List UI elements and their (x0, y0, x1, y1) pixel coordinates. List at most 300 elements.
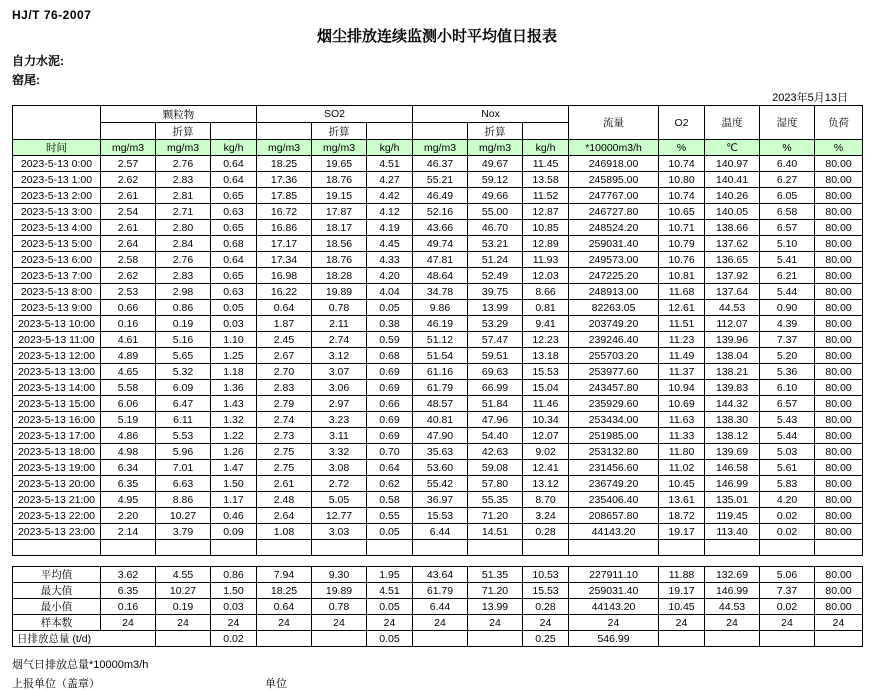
cell: 1.50 (211, 476, 257, 492)
cell: 0.19 (156, 599, 211, 615)
cell: 2.80 (156, 220, 211, 236)
daily-total-row (13, 631, 863, 647)
group-pm: 颗粒物 (101, 106, 257, 123)
cell: 54.40 (468, 428, 523, 444)
cell: 3.11 (312, 428, 367, 444)
empty-cell (367, 540, 413, 556)
cell (815, 631, 863, 647)
cell: 61.79 (413, 583, 468, 599)
cell: 13.12 (523, 476, 569, 492)
cell: 138.66 (705, 220, 760, 236)
cell: 11.02 (659, 460, 705, 476)
cell: 2.62 (101, 268, 156, 284)
cell: 4.27 (367, 172, 413, 188)
cell: 0.58 (367, 492, 413, 508)
cell: 17.34 (257, 252, 312, 268)
cell: 4.51 (367, 156, 413, 172)
cell: 0.64 (257, 300, 312, 316)
cell: 17.17 (257, 236, 312, 252)
cell: 16.86 (257, 220, 312, 236)
cell: 2.81 (156, 188, 211, 204)
cell: 6.58 (760, 204, 815, 220)
cell: 208657.80 (569, 508, 659, 524)
cell: 0.63 (211, 284, 257, 300)
cell: 2023-5-13 22:00 (13, 508, 101, 524)
cell: 0.02 (760, 508, 815, 524)
cell (257, 631, 312, 647)
empty-cell (211, 540, 257, 556)
cell: 10.71 (659, 220, 705, 236)
cell: 3.06 (312, 380, 367, 396)
table-row (13, 599, 863, 615)
cell: 0.03 (211, 599, 257, 615)
cell: 47.90 (413, 428, 468, 444)
cell: 13.99 (468, 300, 523, 316)
cell: 5.03 (760, 444, 815, 460)
cell: 样本数 (13, 615, 101, 631)
table-row (13, 252, 863, 268)
cell: 时间 (13, 140, 101, 156)
cell: 80.00 (815, 156, 863, 172)
cell: 2023-5-13 10:00 (13, 316, 101, 332)
cell: 2.98 (156, 284, 211, 300)
cell: 2023-5-13 7:00 (13, 268, 101, 284)
cell: 248913.00 (569, 284, 659, 300)
cell: 24 (569, 615, 659, 631)
cell: 137.92 (705, 268, 760, 284)
cell: 137.62 (705, 236, 760, 252)
cell: 35.63 (413, 444, 468, 460)
cell: 5.96 (156, 444, 211, 460)
cell: 11.88 (659, 567, 705, 583)
cell: 24 (367, 615, 413, 631)
cell: 253434.00 (569, 412, 659, 428)
cell: 2023-5-13 21:00 (13, 492, 101, 508)
cell: 3.07 (312, 364, 367, 380)
cell: 24 (815, 615, 863, 631)
cell: 2.61 (101, 220, 156, 236)
cell: 2.70 (257, 364, 312, 380)
cell: 138.21 (705, 364, 760, 380)
table-row (13, 583, 863, 599)
cell: 2.54 (101, 204, 156, 220)
cell: 2023-5-13 19:00 (13, 460, 101, 476)
cell: 3.23 (312, 412, 367, 428)
cell: 253132.80 (569, 444, 659, 460)
table-row (13, 300, 863, 316)
cell: 5.05 (312, 492, 367, 508)
cell: 2023-5-13 12:00 (13, 348, 101, 364)
cell: 80.00 (815, 524, 863, 540)
cell: 44.53 (705, 599, 760, 615)
cell: 24 (659, 615, 705, 631)
cell: 7.94 (257, 567, 312, 583)
cell (760, 631, 815, 647)
cell: 13.58 (523, 172, 569, 188)
cell: 80.00 (815, 492, 863, 508)
cell: 2.97 (312, 396, 367, 412)
cell: 80.00 (815, 508, 863, 524)
table-row (13, 615, 863, 631)
cell: 5.19 (101, 412, 156, 428)
hourly-report-table (12, 105, 863, 556)
cell: 5.06 (760, 567, 815, 583)
cell: 19.17 (659, 524, 705, 540)
cell: 0.65 (211, 188, 257, 204)
cell: 0.65 (211, 268, 257, 284)
cell: 2.61 (257, 476, 312, 492)
cell: 69.63 (468, 364, 523, 380)
table-row (13, 508, 863, 524)
cell: 6.44 (413, 524, 468, 540)
cell: 5.43 (760, 412, 815, 428)
cell: 80.00 (815, 364, 863, 380)
cell: 49.67 (468, 156, 523, 172)
cell: 2023-5-13 8:00 (13, 284, 101, 300)
cell: 9.41 (523, 316, 569, 332)
cell: 0.63 (211, 204, 257, 220)
table-row (13, 364, 863, 380)
cell: 5.10 (760, 236, 815, 252)
cell: 24 (101, 615, 156, 631)
cell: 80.00 (815, 268, 863, 284)
table-row (13, 412, 863, 428)
cell: 8.66 (523, 284, 569, 300)
cell: 10.76 (659, 252, 705, 268)
cell: 10.80 (659, 172, 705, 188)
cell: 0.05 (367, 300, 413, 316)
cell: 4.45 (367, 236, 413, 252)
cell: 80.00 (815, 412, 863, 428)
cell: 6.11 (156, 412, 211, 428)
cell: 2.53 (101, 284, 156, 300)
cell: 80.00 (815, 348, 863, 364)
cell: 46.37 (413, 156, 468, 172)
cell: 12.41 (523, 460, 569, 476)
cell: 0.25 (523, 631, 569, 647)
cell: mg/m3 (312, 140, 367, 156)
cell: 80.00 (815, 583, 863, 599)
cell: 24 (257, 615, 312, 631)
summary-rows (13, 567, 863, 631)
cell: 2.48 (257, 492, 312, 508)
cell: 0.28 (523, 524, 569, 540)
cell: 0.65 (211, 220, 257, 236)
cell: 12.07 (523, 428, 569, 444)
subheader-blank (367, 123, 413, 140)
group-nox: Nox (413, 106, 569, 123)
table-row (13, 492, 863, 508)
cell: 138.30 (705, 412, 760, 428)
cell: 2.83 (156, 172, 211, 188)
report-unit-label: 上报单位（盖章） (12, 678, 100, 690)
table-row (13, 284, 863, 300)
cell: 2.76 (156, 156, 211, 172)
cell: 546.99 (569, 631, 659, 647)
cell: 112.07 (705, 316, 760, 332)
cell: 1.22 (211, 428, 257, 444)
cell: 5.61 (760, 460, 815, 476)
cell: 18.28 (312, 268, 367, 284)
cell: 17.87 (312, 204, 367, 220)
table-row (13, 188, 863, 204)
cell: 18.17 (312, 220, 367, 236)
cell: 39.75 (468, 284, 523, 300)
cell: kg/h (523, 140, 569, 156)
cell: 6.57 (760, 396, 815, 412)
cell: 243457.80 (569, 380, 659, 396)
cell: 0.78 (312, 599, 367, 615)
cell: 2023-5-13 20:00 (13, 476, 101, 492)
cell: 1.26 (211, 444, 257, 460)
cell: 2023-5-13 1:00 (13, 172, 101, 188)
cell: 53.29 (468, 316, 523, 332)
units-row (13, 140, 863, 156)
cell: 0.46 (211, 508, 257, 524)
cell: 18.76 (312, 172, 367, 188)
cell: 49.66 (468, 188, 523, 204)
cell: 17.36 (257, 172, 312, 188)
cell: 80.00 (815, 236, 863, 252)
cell: 12.23 (523, 332, 569, 348)
empty-cell (760, 540, 815, 556)
cell (312, 631, 367, 647)
cell: 1.10 (211, 332, 257, 348)
cell: 5.53 (156, 428, 211, 444)
cell: 4.89 (101, 348, 156, 364)
cell: 2.75 (257, 444, 312, 460)
cell: 249573.00 (569, 252, 659, 268)
cell: 40.81 (413, 412, 468, 428)
cell: 48.57 (413, 396, 468, 412)
cell: 2.74 (312, 332, 367, 348)
cell: 3.79 (156, 524, 211, 540)
table-row (13, 236, 863, 252)
cell: 3.62 (101, 567, 156, 583)
cell: 12.89 (523, 236, 569, 252)
cell: kg/h (211, 140, 257, 156)
cell: 138.12 (705, 428, 760, 444)
table-row (13, 460, 863, 476)
cell: 7.01 (156, 460, 211, 476)
cell: 2023-5-13 18:00 (13, 444, 101, 460)
cell: 146.58 (705, 460, 760, 476)
empty-cell (705, 540, 760, 556)
cell: 80.00 (815, 204, 863, 220)
cell: 2.72 (312, 476, 367, 492)
cell: 平均值 (13, 567, 101, 583)
cell: 6.06 (101, 396, 156, 412)
cell: 1.17 (211, 492, 257, 508)
cell: 251985.00 (569, 428, 659, 444)
table-row (13, 348, 863, 364)
cell: 140.41 (705, 172, 760, 188)
cell: 2023-5-13 6:00 (13, 252, 101, 268)
cell: 0.28 (523, 599, 569, 615)
unit-label: 单位 (265, 678, 287, 690)
cell: 49.74 (413, 236, 468, 252)
cell: 3.32 (312, 444, 367, 460)
cell: 2023-5-13 9:00 (13, 300, 101, 316)
cell: 4.95 (101, 492, 156, 508)
cell: 4.33 (367, 252, 413, 268)
table-row (13, 156, 863, 172)
cell: 19.65 (312, 156, 367, 172)
cell: 66.99 (468, 380, 523, 396)
cell: 245895.00 (569, 172, 659, 188)
cell: 239246.40 (569, 332, 659, 348)
cell: 2.76 (156, 252, 211, 268)
cell: 11.49 (659, 348, 705, 364)
report-date: 2023年5月13日 (772, 92, 848, 104)
cell: 1.43 (211, 396, 257, 412)
group-load: 负荷 (815, 106, 863, 140)
cell: 0.02 (211, 631, 257, 647)
cell: 1.50 (211, 583, 257, 599)
cell: 11.68 (659, 284, 705, 300)
cell: 0.68 (211, 236, 257, 252)
cell: 0.86 (156, 300, 211, 316)
cell: 119.45 (705, 508, 760, 524)
empty-cell (413, 540, 468, 556)
time-header-blank (13, 106, 101, 140)
cell: 0.66 (101, 300, 156, 316)
cell: 4.04 (367, 284, 413, 300)
cell: 16.22 (257, 284, 312, 300)
hourly-rows (13, 156, 863, 540)
cell: 10.45 (659, 476, 705, 492)
cell: 55.21 (413, 172, 468, 188)
cell: 4.19 (367, 220, 413, 236)
cell: 16.98 (257, 268, 312, 284)
summary-table (12, 566, 863, 647)
cell: 19.89 (312, 583, 367, 599)
cell: 6.35 (101, 476, 156, 492)
cell: 44.53 (705, 300, 760, 316)
cell: 51.35 (468, 567, 523, 583)
cell: 5.83 (760, 476, 815, 492)
cell: 146.99 (705, 476, 760, 492)
cell: 140.97 (705, 156, 760, 172)
cell: 4.51 (367, 583, 413, 599)
cell: 2.20 (101, 508, 156, 524)
table-row (13, 204, 863, 220)
cell: 6.34 (101, 460, 156, 476)
subheader-blank (413, 123, 468, 140)
empty-cell (312, 540, 367, 556)
cell: 2.71 (156, 204, 211, 220)
cell: 140.05 (705, 204, 760, 220)
cell: 55.42 (413, 476, 468, 492)
cell: 80.00 (815, 476, 863, 492)
cell: 0.05 (211, 300, 257, 316)
cell: % (760, 140, 815, 156)
cell: 12.03 (523, 268, 569, 284)
cell: 132.69 (705, 567, 760, 583)
cell: 24 (413, 615, 468, 631)
cell: 235929.60 (569, 396, 659, 412)
cell: 2.74 (257, 412, 312, 428)
cell: 48.64 (413, 268, 468, 284)
cell: 日排放总量 (t/d) (13, 631, 156, 647)
page-title: 烟尘排放连续监测小时平均值日报表 (316, 28, 557, 45)
cell: 11.46 (523, 396, 569, 412)
cell: 13.61 (659, 492, 705, 508)
table-row (13, 172, 863, 188)
cell: 59.12 (468, 172, 523, 188)
cell: 4.20 (367, 268, 413, 284)
group-header-row (13, 106, 863, 123)
cell: 80.00 (815, 172, 863, 188)
cell: 10.53 (523, 567, 569, 583)
standard-code: HJ/T 76-2007 (12, 8, 92, 22)
cell: 15.04 (523, 380, 569, 396)
cell: 10.85 (523, 220, 569, 236)
cell: 0.90 (760, 300, 815, 316)
cell: 10.79 (659, 236, 705, 252)
cell: 1.18 (211, 364, 257, 380)
cell (413, 631, 468, 647)
cell: 4.42 (367, 188, 413, 204)
cell: 2023-5-13 14:00 (13, 380, 101, 396)
cell: 2.64 (101, 236, 156, 252)
cell: 9.02 (523, 444, 569, 460)
cell: 5.41 (760, 252, 815, 268)
cell: 0.16 (101, 599, 156, 615)
cell: 7.37 (760, 332, 815, 348)
footer (12, 656, 862, 691)
cell: 144.32 (705, 396, 760, 412)
cell: 80.00 (815, 567, 863, 583)
cell: 10.65 (659, 204, 705, 220)
cell: 2.62 (101, 172, 156, 188)
cell: 5.58 (101, 380, 156, 396)
cell: 80.00 (815, 188, 863, 204)
cell: 0.02 (760, 524, 815, 540)
cell: 8.70 (523, 492, 569, 508)
cell: 11.51 (659, 316, 705, 332)
cell: mg/m3 (257, 140, 312, 156)
cell: 7.37 (760, 583, 815, 599)
cell: 6.09 (156, 380, 211, 396)
cell: 146.99 (705, 583, 760, 599)
cell: 12.61 (659, 300, 705, 316)
cell: 15.53 (413, 508, 468, 524)
cell: 11.37 (659, 364, 705, 380)
cell: 3.24 (523, 508, 569, 524)
cell: 10.45 (659, 599, 705, 615)
cell: 19.17 (659, 583, 705, 599)
cell: 71.20 (468, 583, 523, 599)
cell: 2.75 (257, 460, 312, 476)
cell: 2023-5-13 3:00 (13, 204, 101, 220)
converted-label: 折算 (156, 123, 211, 140)
cell: 10.94 (659, 380, 705, 396)
cell: 10.27 (156, 583, 211, 599)
cell: 0.59 (367, 332, 413, 348)
cell: 13.99 (468, 599, 523, 615)
cell: 80.00 (815, 444, 863, 460)
cell: 246918.00 (569, 156, 659, 172)
cell: 1.95 (367, 567, 413, 583)
converted-label: 折算 (468, 123, 523, 140)
cell: 15.53 (523, 583, 569, 599)
cell: 0.64 (211, 252, 257, 268)
cell: 12.77 (312, 508, 367, 524)
cell: 0.69 (367, 428, 413, 444)
cell: 14.51 (468, 524, 523, 540)
cell: 24 (312, 615, 367, 631)
